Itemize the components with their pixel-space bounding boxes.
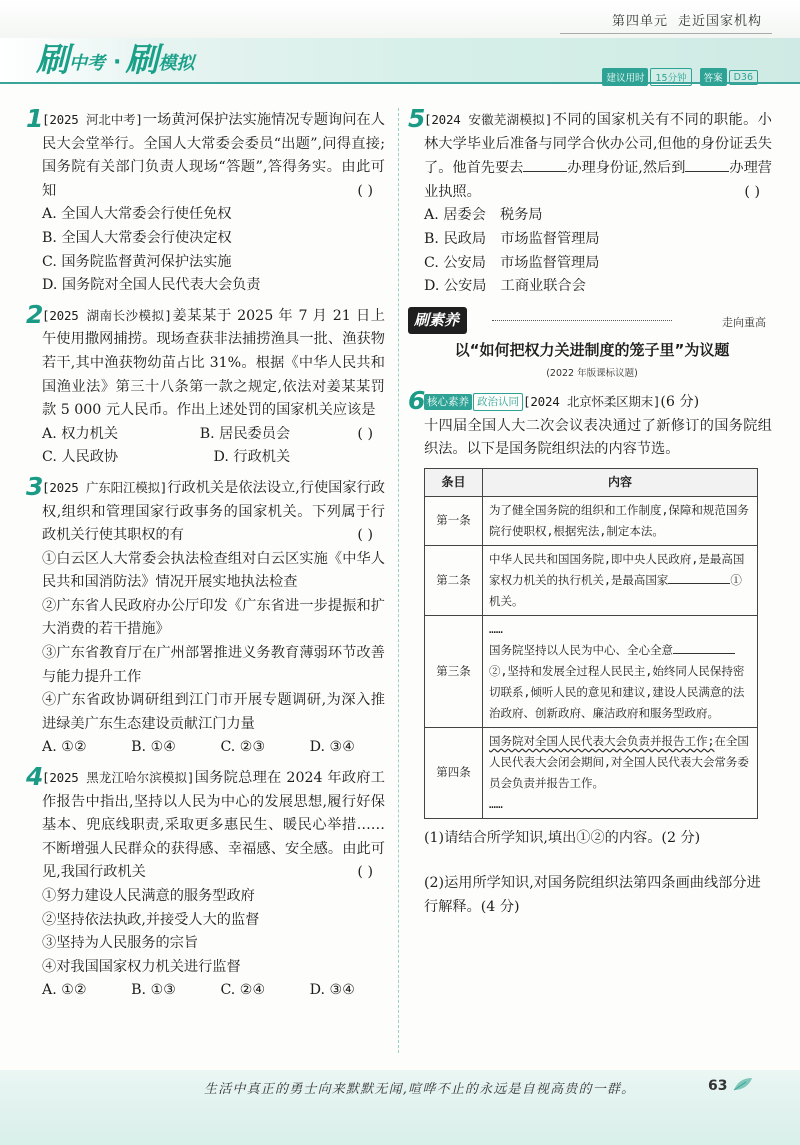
- question-number: 6: [408, 385, 426, 415]
- table-row: [425, 615, 758, 727]
- question-stem: [2024 安徽芜湖模拟]不同的国家机关有不同的职能。小林大学毕业后准备与同学合伙办公司,但他的身份证丢失了。他首先要去 办理身份证,然后到 办理营业执照。 ( ): [424, 108, 772, 204]
- answer-paren: ( ): [357, 527, 373, 544]
- answer-label: 答案: [700, 68, 727, 86]
- question-number: 5: [408, 104, 426, 133]
- question-stem: [2025 湖南长沙模拟]姜某某于 2025 年 7 月 21 日上午使用撒网捕捞。现场查获非法捕捞渔具一批、渔获物若干,其中渔获物幼苗占比 31%。根据《中华人民共和国渔业法》第三十八条第一款之规定,依法对姜某某罚款 5 000 元人民币。作出上述处罚的国家机关应该是 ( ): [42, 304, 385, 423]
- content-cell: …… 国务院坚持以人民为中心、全心全意②,坚持和发展全过程人民民主,始终同人民保持密切联系,倾听人民的意见和建议,建设人民满意的法治政府、创新政府、廉洁政府和服务型政府。: [483, 615, 758, 727]
- political-identity-badge: 政治认同: [473, 393, 523, 411]
- question-1: [26, 104, 385, 298]
- question-5: [408, 104, 772, 299]
- option-d: D. 行政机关: [213, 449, 291, 466]
- core-literacy-badge: 核心素养: [424, 394, 472, 410]
- page-number: 63: [708, 1078, 728, 1094]
- topic-title: 以“如何把权力关进制度的笼子里”为议题: [454, 340, 730, 359]
- content-cell: 中华人民共和国国务院,即中央人民政府,是最高国家权力机关的执行机关,是最高国家 ①机关。: [483, 545, 758, 615]
- content-cell: 为了健全国务院的组织和工作制度,保障和规范国务院行使职权,根据宪法,制定本法。: [483, 496, 758, 545]
- answer-paren: ( ): [357, 864, 373, 881]
- option-d: D. 国务院对全国人民代表大会负责: [42, 277, 261, 294]
- question-number: 3: [26, 471, 44, 501]
- statement-2: ②广东省人民政府办公厅印发《广东省进一步提振和扩大消费的若干措施》: [42, 597, 385, 638]
- table-row: [425, 727, 758, 818]
- time-label: 建议用时: [602, 68, 648, 86]
- page-footer: [0, 1070, 800, 1145]
- table-row: [425, 545, 758, 615]
- question-3: [26, 471, 385, 760]
- options-row: [42, 423, 357, 447]
- question-2: [26, 299, 385, 470]
- answer-blank[interactable]: [685, 156, 729, 172]
- statement-1: ①白云区人大常委会执法检查组对白云区实施《中华人民共和国消防法》情况开展实地执法检查: [42, 550, 385, 591]
- option-c: C. 公安局 市场监督管理局: [424, 254, 600, 271]
- option-b: B. 全国人大常委会行使决定权: [42, 229, 232, 246]
- table-header-row: [425, 468, 758, 496]
- question-number: 1: [26, 104, 44, 133]
- answer-paren: ( ): [744, 183, 760, 200]
- statement-1: ①努力建设人民满意的服务型政府: [42, 888, 255, 904]
- leaf-icon: [732, 1076, 754, 1092]
- header-content: 内容: [483, 468, 758, 496]
- suyang-label: 刷素养: [408, 307, 467, 335]
- option-c: C. 人民政协: [42, 449, 119, 466]
- options-row: [42, 446, 385, 470]
- fill-blank-2[interactable]: [673, 640, 735, 654]
- blank-marker: ①: [730, 572, 742, 587]
- answer-value: D36: [729, 70, 758, 85]
- statement-2: ②坚持依法执政,并接受人大的监督: [42, 911, 260, 928]
- option-a: A. ①②: [42, 982, 87, 999]
- option-d: D. 公安局 工商业联合会: [424, 278, 586, 295]
- options-row: [42, 979, 385, 1003]
- question-intro: 十四届全国人大二次会议表决通过了新修订的国务院组织法。以下是国务院组织法的内容节选。: [424, 417, 772, 458]
- options-row: [42, 736, 385, 760]
- time-value: 15分钟: [650, 68, 691, 86]
- question-stem: [2025 广东阳江模拟]行政机关是依法设立,行使国家行政权,组织和管理国家行政事务的国家机关。下列属于行政机关行使其职权的有 ( ): [42, 476, 385, 548]
- sub-question-1: (1)请结合所学知识,填出①②的内容。(2 分): [424, 829, 701, 846]
- content-cell: 国务院对全国人民代表大会负责并报告工作;在全国人民代表大会闭会期间,对全国人民代表大会常务委员会负责并报告工作。 ……: [483, 727, 758, 818]
- question-stem: [2025 河北中考]一场黄河保护法实施情况专题询问在人民大会堂举行。全国人大常委会委员“出题”,问得直接;国务院有关部门负责人现场“答题”,答得务实。由此可知 ( ): [42, 108, 385, 203]
- suyang-right-label: 走向重高: [722, 315, 766, 329]
- left-column: [26, 104, 385, 1009]
- option-b: B. ①③: [131, 982, 177, 999]
- law-excerpt-table: [424, 468, 758, 819]
- fill-blank-1[interactable]: [668, 570, 730, 584]
- topic-subtitle: (2022 年版课标议题): [546, 368, 638, 380]
- page-header: [0, 0, 800, 92]
- option-a: A. 全国人大常委会行使任免权: [42, 206, 232, 223]
- right-column: [408, 104, 772, 920]
- option-c: C. ②④: [220, 982, 266, 999]
- option-b: B. ①④: [131, 739, 177, 756]
- article-cell: 第一条: [425, 496, 483, 545]
- suyang-banner: [412, 305, 772, 335]
- footer-motto: 生活中真正的勇士向来默默无闻,喧哗不止的永远是自视高贵的一群。: [204, 1082, 636, 1097]
- column-divider: [398, 108, 399, 1053]
- statement-4: ④对我国国家权力机关进行监督: [42, 958, 241, 975]
- question-number: 2: [26, 299, 44, 329]
- option-a: A. ①②: [42, 739, 87, 756]
- article-cell: 第四条: [425, 727, 483, 818]
- option-a: A. 居委会 税务局: [424, 207, 543, 224]
- article-cell: 第二条: [425, 545, 483, 615]
- wavy-underlined-text: 国务院对全国人民代表大会负责并报告工作;: [489, 733, 715, 748]
- suyang-dotted-line: [492, 320, 672, 321]
- article-cell: 第三条: [425, 615, 483, 727]
- blank-marker: ②: [489, 663, 501, 678]
- statement-3: ③广东省教育厅在广州部署推进义务教育薄弱环节改善与能力提升工作: [42, 645, 385, 685]
- question-stem: [2025 黑龙江哈尔滨模拟]国务院总理在 2024 年政府工作报告中指出,坚持以人民为中心的发展思想,履行好保基本、兜底线职责,采取更多惠民生、暖民心举措……不断增强人民群众的获得感、幸福感、安全感。由此可见,我国行政机关 ( ): [42, 766, 385, 885]
- option-c: C. 国务院监督黄河保护法实施: [42, 253, 232, 270]
- header-article: 条目: [425, 468, 483, 496]
- option-a: A. 权力机关: [42, 425, 119, 442]
- statement-4: ④广东省政协调研组到江门市开展专题调研,为深入推进绿美广东生态建设贡献江门力量: [42, 692, 385, 732]
- answer-blank[interactable]: [523, 156, 567, 172]
- answer-paren: ( ): [357, 182, 373, 199]
- option-c: C. ②③: [220, 739, 266, 756]
- option-b: B. 民政局 市场监督管理局: [424, 230, 600, 247]
- table-row: [425, 496, 758, 545]
- option-b: B. 居民委员会: [199, 425, 291, 442]
- question-stem: 核心素养 政治认同 [2024 北京怀柔区期末](6 分): [424, 390, 772, 415]
- question-6: [408, 385, 772, 462]
- option-d: D. ③④: [309, 982, 355, 999]
- unit-title: 第四单元 走近国家机构: [611, 14, 762, 29]
- question-number: 4: [26, 762, 44, 792]
- unit-rule: [560, 33, 772, 34]
- sub-question-2: (2)运用所学知识,对国务院组织法第四条画曲线部分进行解释。(4 分): [424, 875, 761, 915]
- header-tags: [602, 68, 766, 86]
- statement-3: ③坚持为人民服务的宗旨: [42, 935, 199, 952]
- answer-paren: ( ): [357, 425, 373, 442]
- question-4: [26, 762, 385, 1003]
- brand-logo: 刷 中考 · 刷 模拟: [36, 40, 195, 79]
- option-d: D. ③④: [309, 739, 355, 756]
